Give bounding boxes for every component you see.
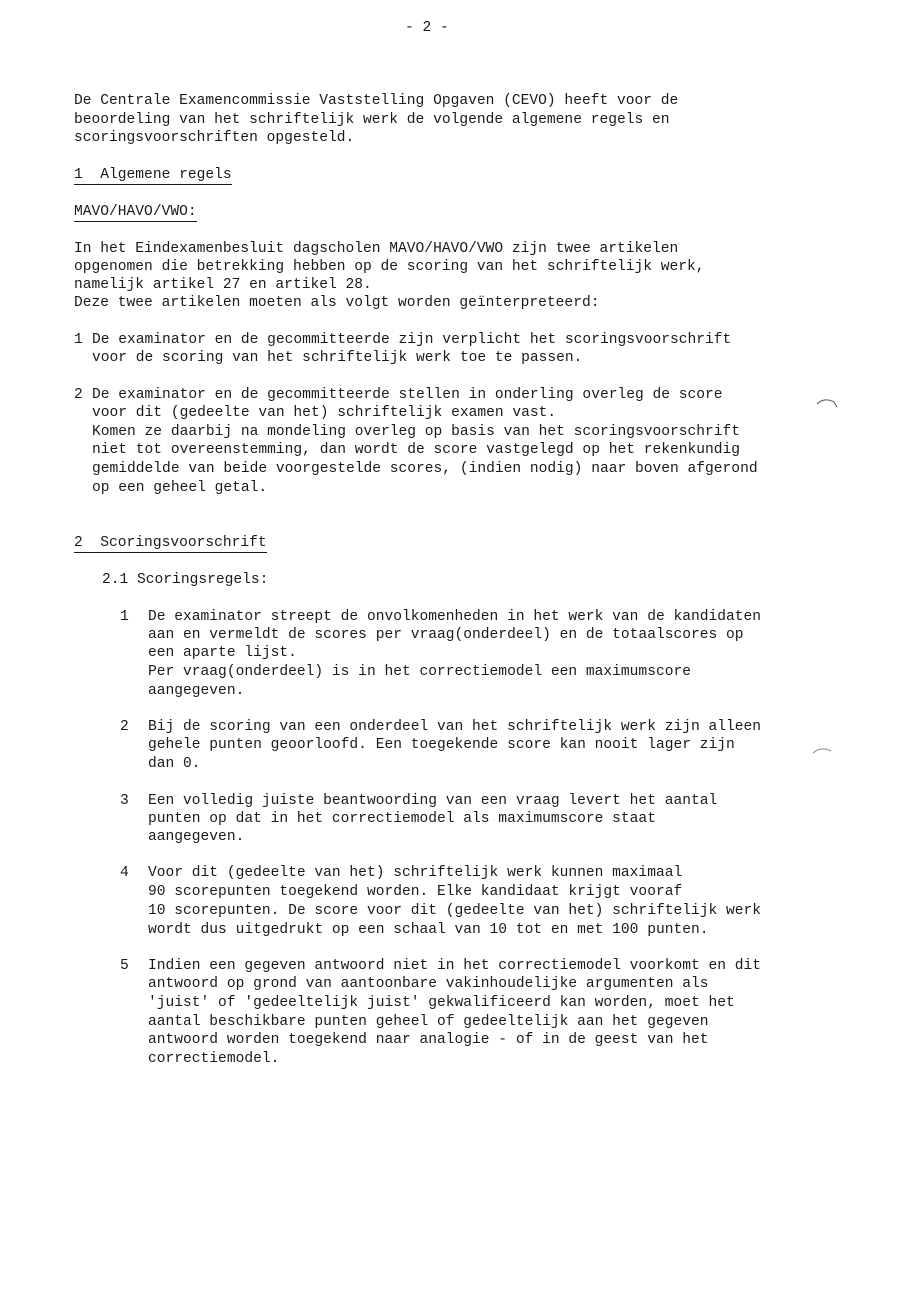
- item-line: gemiddelde van beide voorgestelde scores, (indien nodig) naar boven afgerond: [92, 461, 758, 477]
- paragraph-line: opgenomen die betrekking hebben op de scoring van het schriftelijk werk,: [74, 259, 705, 275]
- item-line: voor dit (gedeelte van het) schriftelijk examen vast.: [92, 405, 557, 421]
- page-number: - 2 -: [405, 20, 449, 36]
- rule-line: aan en vermeldt de scores per vraag(onderdeel) en de totaalscores op: [148, 627, 744, 643]
- rule-line: De examinator streept de onvolkomenheden in het werk van de kandidaten: [148, 609, 762, 625]
- rule-line: antwoord worden toegekend naar analogie - of in de geest van het: [148, 1032, 709, 1048]
- paragraph-line: In het Eindexamenbesluit dagscholen MAVO/HAVO/VWO zijn twee artikelen: [74, 241, 679, 257]
- paragraph-line: Deze twee artikelen moeten als volgt worden geïnterpreteerd:: [74, 295, 600, 311]
- rule-line: dan 0.: [148, 756, 201, 772]
- rule-line: Bij de scoring van een onderdeel van het schriftelijk werk zijn alleen: [148, 719, 762, 735]
- rule-line: Per vraag(onderdeel) is in het correctiemodel een maximumscore: [148, 664, 691, 680]
- rule-number: 2: [120, 719, 129, 735]
- rule-number: 1: [120, 609, 129, 625]
- rule-line: punten op dat in het correctiemodel als maximumscore staat: [148, 811, 656, 827]
- item-line: voor de scoring van het schriftelijk werk toe te passen.: [92, 350, 583, 366]
- item-number: 1: [74, 332, 83, 348]
- item-line: op een geheel getal.: [92, 480, 268, 496]
- rule-line: Een volledig juiste beantwoording van een vraag levert het aantal: [148, 793, 718, 809]
- rule-line: correctiemodel.: [148, 1051, 280, 1067]
- margin-mark-icon: [812, 746, 834, 756]
- margin-mark-icon: [816, 398, 838, 408]
- rule-line: gehele punten geoorloofd. Een toegekende score kan nooit lager zijn: [148, 737, 735, 753]
- rule-line: 10 scorepunten. De score voor dit (gedeelte van het) schriftelijk werk: [148, 903, 762, 919]
- paragraph-line: namelijk artikel 27 en artikel 28.: [74, 277, 372, 293]
- rule-line: een aparte lijst.: [148, 645, 297, 661]
- rule-line: 'juist' of 'gedeeltelijk juist' gekwalificeerd kan worden, moet het: [148, 995, 735, 1011]
- rule-line: antwoord op grond van aantoonbare vakinhoudelijke argumenten als: [148, 976, 709, 992]
- rule-line: aangegeven.: [148, 829, 245, 845]
- rule-number: 5: [120, 958, 129, 974]
- item-line: De examinator en de gecommitteerde zijn verplicht het scoringsvoorschrift: [92, 332, 732, 348]
- section-subheading: MAVO/HAVO/VWO:: [74, 204, 197, 220]
- rule-line: wordt dus uitgedrukt op een schaal van 10 tot en met 100 punten.: [148, 922, 709, 938]
- rule-number: 4: [120, 865, 129, 881]
- item-line: niet tot overeenstemming, dan wordt de score vastgelegd op het rekenkundig: [92, 442, 741, 458]
- section-heading: 2 Scoringsvoorschrift: [74, 535, 267, 551]
- rule-line: aangegeven.: [148, 683, 245, 699]
- item-line: De examinator en de gecommitteerde stellen in onderling overleg de score: [92, 387, 723, 403]
- section-heading: 1 Algemene regels: [74, 167, 232, 183]
- rule-line: aantal beschikbare punten geheel of gedeeltelijk aan het gegeven: [148, 1014, 709, 1030]
- item-number: 2: [74, 387, 83, 403]
- section-subheading: 2.1 Scoringsregels:: [102, 572, 269, 588]
- intro-line: De Centrale Examencommissie Vaststelling Opgaven (CEVO) heeft voor de: [74, 93, 679, 109]
- intro-line: scoringsvoorschriften opgesteld.: [74, 130, 355, 146]
- intro-line: beoordeling van het schriftelijk werk de volgende algemene regels en: [74, 112, 670, 128]
- rule-line: Voor dit (gedeelte van het) schriftelijk werk kunnen maximaal: [148, 865, 683, 881]
- rule-line: Indien een gegeven antwoord niet in het correctiemodel voorkomt en dit: [148, 958, 762, 974]
- rule-line: 90 scorepunten toegekend worden. Elke kandidaat krijgt vooraf: [148, 884, 683, 900]
- rule-number: 3: [120, 793, 129, 809]
- item-line: Komen ze daarbij na mondeling overleg op basis van het scoringsvoorschrift: [92, 424, 741, 440]
